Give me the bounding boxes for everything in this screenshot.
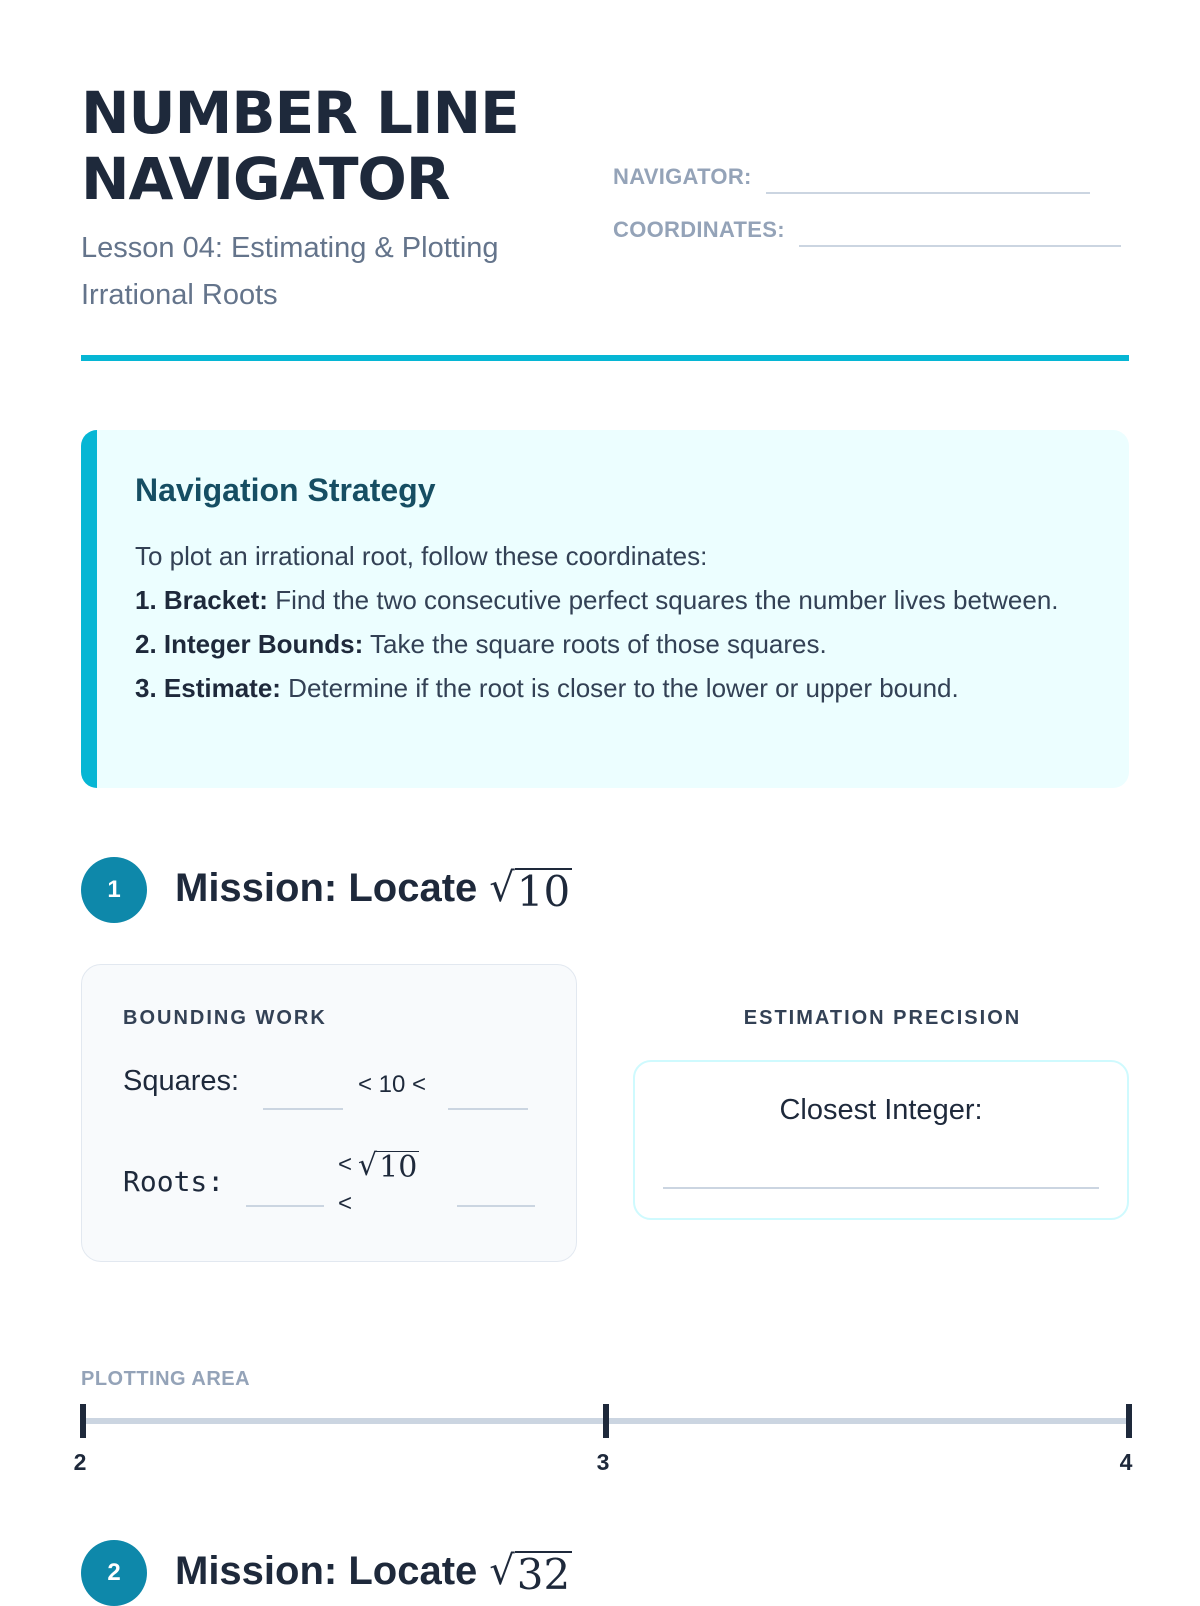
strategy-title: Navigation Strategy — [135, 472, 436, 508]
roots-inequality — [338, 1148, 419, 1185]
step-text: Determine if the root is closer to the lower or upper bound. — [280, 673, 959, 703]
navigator-line[interactable] — [766, 192, 1090, 194]
navigator-label: NAVIGATOR: — [613, 164, 752, 189]
step-text: Take the square roots of those squares. — [363, 629, 827, 659]
lesson-subtitle: Lesson 04: Estimating & Plotting Irrational Roots — [81, 232, 499, 311]
closest-integer-blank[interactable] — [663, 1187, 1099, 1189]
sqrt-expression — [489, 1547, 572, 1599]
mission-2-header — [81, 1540, 572, 1606]
strategy-step — [135, 622, 1065, 666]
estimation-precision-card — [633, 1060, 1129, 1220]
page-title: NUMBER LINE NAVIGATOR — [81, 79, 519, 213]
radical-icon: √ — [358, 1148, 378, 1183]
less-than-symbol: < — [338, 1151, 353, 1178]
step-text: Find the two consecutive perfect squares the number lives between. — [267, 585, 1059, 615]
worksheet-header — [81, 80, 1129, 380]
step-label: 3. Estimate: — [135, 673, 281, 703]
less-than-symbol: < — [338, 1190, 353, 1217]
strategy-callout — [81, 430, 1129, 788]
mission-title — [175, 1549, 572, 1597]
radical-icon: √ — [489, 1547, 515, 1594]
radicand: 10 — [516, 866, 571, 916]
number-line-tick-label: 2 — [73, 1449, 87, 1475]
plotting-area-label: PLOTTING AREA — [81, 1368, 251, 1390]
closest-integer-label: Closest Integer: — [779, 1094, 983, 1126]
upper-root-blank[interactable] — [457, 1205, 535, 1207]
upper-square-blank[interactable] — [448, 1108, 528, 1110]
mission-number-badge: 2 — [81, 1540, 147, 1606]
strategy-step — [135, 666, 1065, 710]
header-divider — [81, 355, 1129, 361]
strategy-intro: To plot an irrational root, follow these coordinates: — [135, 541, 708, 571]
bounding-work-title: BOUNDING WORK — [123, 1007, 327, 1029]
sqrt-expression — [489, 864, 572, 916]
number-line-tick-label: 4 — [1119, 1449, 1133, 1475]
coordinates-line[interactable] — [799, 245, 1121, 247]
strategy-body — [135, 534, 1065, 710]
sqrt-expression — [358, 1148, 419, 1185]
bounding-work-card — [81, 964, 577, 1262]
radicand: 32 — [516, 1549, 571, 1599]
lower-square-blank[interactable] — [263, 1108, 343, 1110]
step-label: 2. Integer Bounds: — [135, 629, 364, 659]
radical-icon: √ — [489, 864, 515, 911]
strategy-step — [135, 578, 1065, 622]
squares-label: Squares: — [123, 1065, 240, 1097]
squares-inequality: < 10 < — [358, 1071, 427, 1098]
coordinates-field — [613, 217, 1121, 249]
lower-root-blank[interactable] — [246, 1205, 324, 1207]
mission-1-header — [81, 857, 572, 923]
coordinates-label: COORDINATES: — [613, 217, 785, 242]
mission-title — [175, 866, 572, 914]
number-line-tick-label: 3 — [596, 1449, 610, 1475]
estimation-precision-title: ESTIMATION PRECISION — [743, 1007, 1022, 1029]
navigator-field — [613, 164, 1090, 196]
roots-label: Roots: — [123, 1165, 225, 1198]
radicand: 10 — [379, 1150, 418, 1185]
step-label: 1. Bracket: — [135, 585, 268, 615]
mission-number-badge: 1 — [81, 857, 147, 923]
mission-title-text: Mission: Locate — [175, 1548, 478, 1593]
mission-title-text: Mission: Locate — [175, 865, 478, 910]
number-line[interactable] — [71, 1400, 1141, 1480]
